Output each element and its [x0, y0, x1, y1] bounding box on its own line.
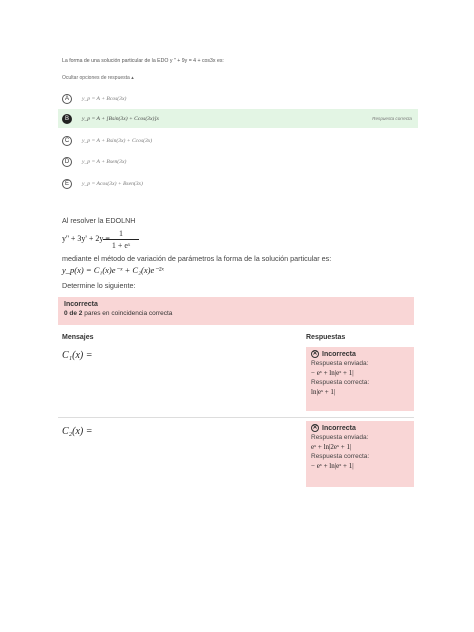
result-title: Incorrecta	[64, 301, 98, 308]
row-divider	[58, 417, 414, 418]
toggle-options-link[interactable]: Ocultar opciones de respuesta ▴	[62, 75, 134, 81]
equation-fraction	[103, 229, 139, 250]
correct-label: Respuesta correcta:	[311, 453, 370, 460]
option-expression: y_p = A + [Bsin(3x) + Ccos(3x)]x	[82, 115, 159, 122]
result-banner	[58, 297, 414, 325]
option-letter: C	[62, 136, 72, 146]
fraction-bar	[103, 239, 139, 240]
result-score	[64, 310, 408, 317]
answer-status	[311, 350, 409, 358]
option-d[interactable]	[58, 152, 418, 171]
incorrect-x-icon: ✕	[312, 351, 318, 357]
correct-answer-tag: Respuesta correcta	[372, 116, 412, 121]
option-b[interactable]	[58, 109, 418, 128]
status-label: Incorrecta	[322, 350, 356, 358]
status-label: Incorrecta	[322, 424, 356, 432]
score-rest: pares en coincidencia correcta	[82, 310, 173, 317]
particular-solution: y_p(x) = C₁(x)e⁻ˣ + C₂(x)e⁻²ˣ	[62, 265, 164, 275]
option-expression: y_p = A + Bcos(3x)	[82, 95, 127, 102]
correct-value: ln|eˣ + 1|	[311, 388, 336, 396]
answer-status	[311, 424, 409, 432]
sent-value: − eˣ + ln|eˣ + 1|	[311, 369, 354, 377]
option-expression: y_p = A + Bsen(3x)	[82, 158, 127, 165]
fraction-numerator: 1	[119, 229, 123, 238]
message-c2: C₂(x) =	[62, 426, 93, 437]
option-letter: D	[62, 157, 72, 167]
option-e[interactable]	[58, 174, 418, 193]
determine-text: Determine lo siguiente:	[62, 281, 136, 290]
question-text: La forma de una solución particular de la EDO y '' + 9y = 4 + cos3x es:	[62, 58, 224, 64]
message-c1: C₁(x) =	[62, 350, 93, 361]
score-count: 0 de 2	[64, 310, 83, 317]
messages-header: Mensajes	[62, 334, 94, 341]
fraction-denominator: 1 + eˣ	[111, 241, 131, 250]
option-a[interactable]	[58, 89, 418, 108]
sent-label: Respuesta enviada:	[311, 360, 369, 367]
method-text: mediante el método de variación de parámetros la forma de la solución particular es:	[62, 254, 332, 263]
option-expression: y_p = Acos(3x) + Bsen(3x)	[82, 180, 143, 187]
option-letter: E	[62, 179, 72, 189]
option-letter: A	[62, 94, 72, 104]
incorrect-x-icon: ✕	[312, 425, 318, 431]
sent-value: eˣ + ln|2eˣ + 1|	[311, 443, 352, 451]
option-c[interactable]	[58, 131, 418, 150]
sent-label: Respuesta enviada:	[311, 434, 369, 441]
answers-header: Respuestas	[306, 334, 346, 341]
intro-text: Al resolver la EDOLNH	[62, 216, 136, 225]
correct-value: − eˣ + ln|eˣ + 1|	[311, 462, 354, 470]
option-letter: B	[62, 114, 72, 124]
equation-left: y'' + 3y' + 2y =	[62, 234, 110, 243]
option-expression: y_p = A + Bsin(3x) + Ccos(3x)	[82, 137, 153, 144]
answer-box-c2	[306, 421, 414, 487]
correct-label: Respuesta correcta:	[311, 379, 370, 386]
answer-box-c1	[306, 347, 414, 411]
